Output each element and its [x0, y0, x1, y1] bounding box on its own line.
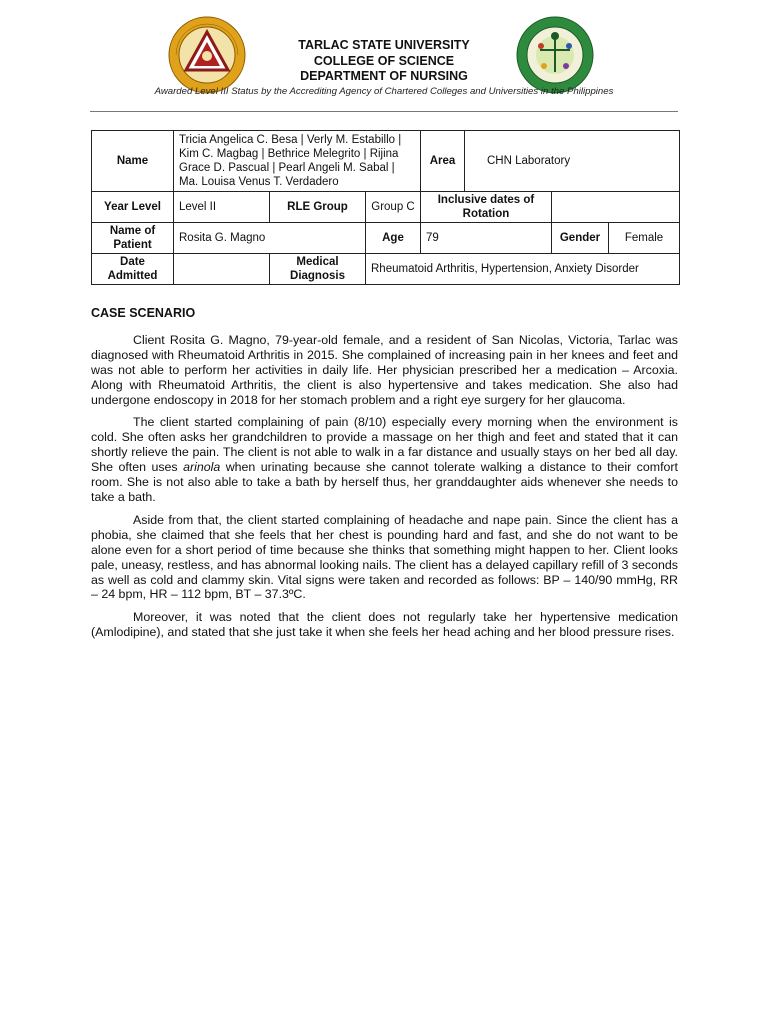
- patient-name-label: Name of Patient: [92, 223, 174, 254]
- case-scenario-title: CASE SCENARIO: [91, 306, 196, 320]
- inclusive-dates-label: Inclusive dates of Rotation: [421, 192, 552, 223]
- case-paragraph-2: [91, 415, 678, 504]
- age-value: 79: [421, 223, 552, 254]
- rle-group-label: RLE Group: [270, 192, 366, 223]
- institution-header: [230, 38, 538, 85]
- table-row: [92, 254, 680, 285]
- case-paragraph-3: Aside from that, the client started complaining of headache and nape pain. Since the client has a phobia, she claimed that she feels that her chest is pounding hard and fast, and she do not want to be alone even for a short period of time because she thinks that something might happen to her. Client looks pale, uneasy, restless, and has abnormal looking nails. The client has a delayed capillary refill of 3 seconds as well as cold and clammy skin. Vital signs were taken and recorded as follows: BP – 140/90 mmHg, RR – 24 bpm, HR – 112 bpm, BT – 37.3ºC.: [91, 512, 678, 602]
- table-row: [92, 223, 680, 254]
- case-paragraph-1: Client Rosita G. Magno, 79-year-old female, and a resident of San Nicolas, Victoria, Tarlac was diagnosed with Rheumatoid Arthritis in 2015. She complained of increasing pain in her knees and feet and was not able to perform her activities in daily life. Her physician prescribed her a medication – Arcoxia. Along with Rheumatoid Arthritis, the client is also hypertensive and takes medication. She also had undergone endoscopy in 2018 for her stomach problem and a right eye surgery for her glaucoma.: [91, 332, 678, 407]
- area-label: Area: [421, 131, 465, 192]
- student-patient-info-table: [91, 130, 680, 285]
- year-level-label: Year Level: [92, 192, 174, 223]
- header-divider: [90, 111, 678, 112]
- case-paragraph-2-part-b: when urinating because she cannot tolerate walking a distance to their comfort room. She is not also able to take a bath by herself thus, her granddaughter aids whenever she needs to take a bath.: [91, 460, 678, 504]
- university-name: TARLAC STATE UNIVERSITY: [298, 38, 470, 52]
- gender-value: Female: [609, 223, 680, 254]
- age-label: Age: [366, 223, 421, 254]
- medical-diagnosis-value: Rheumatoid Arthritis, Hypertension, Anxiety Disorder: [366, 254, 680, 285]
- case-paragraph-2-part-a: The client started complaining of pain (8/10) especially every morning when the environment is cold. She often asks her grandchildren to provide a massage on her thigh and feet and stated that it can shortly relieve the pain. The client is not able to walk in a far distance and usually stays on her bed all day. She often uses: [91, 415, 678, 475]
- accreditation-note: Awarded Level III Status by the Accrediting Agency of Chartered Colleges and Universities in the Philippines: [154, 86, 614, 97]
- college-of-science-seal-icon: [516, 16, 594, 94]
- case-scenario-section: [91, 306, 678, 648]
- name-label: Name: [92, 131, 174, 192]
- case-paragraph-4: Moreover, it was noted that the client does not regularly take her hypertensive medication (Amlodipine), and stated that she just take it when she feels her head aching and her blood pressure rises.: [91, 610, 678, 640]
- arinola-term: arinola: [183, 460, 221, 475]
- table-row: [92, 192, 680, 223]
- rle-group-value: Group C: [366, 192, 421, 223]
- medical-diagnosis-label: Medical Diagnosis: [270, 254, 366, 285]
- area-value: CHN Laboratory: [465, 131, 680, 192]
- name-value: Tricia Angelica C. Besa | Verly M. Estabillo | Kim C. Magbag | Bethrice Melegrito | Rijina Grace D. Pascual | Pearl Angeli M. Sabal | Ma. Louisa Venus T. Verdadero: [174, 131, 421, 192]
- date-admitted-value: [174, 254, 270, 285]
- inclusive-dates-value: [552, 192, 680, 223]
- patient-name-value: Rosita G. Magno: [174, 223, 366, 254]
- college-name: COLLEGE OF SCIENCE: [313, 53, 455, 68]
- department-name: DEPARTMENT OF NURSING: [300, 69, 468, 83]
- year-level-value: Level II: [174, 192, 270, 223]
- gender-label: Gender: [552, 223, 609, 254]
- date-admitted-label: Date Admitted: [92, 254, 174, 285]
- table-row: [92, 131, 680, 192]
